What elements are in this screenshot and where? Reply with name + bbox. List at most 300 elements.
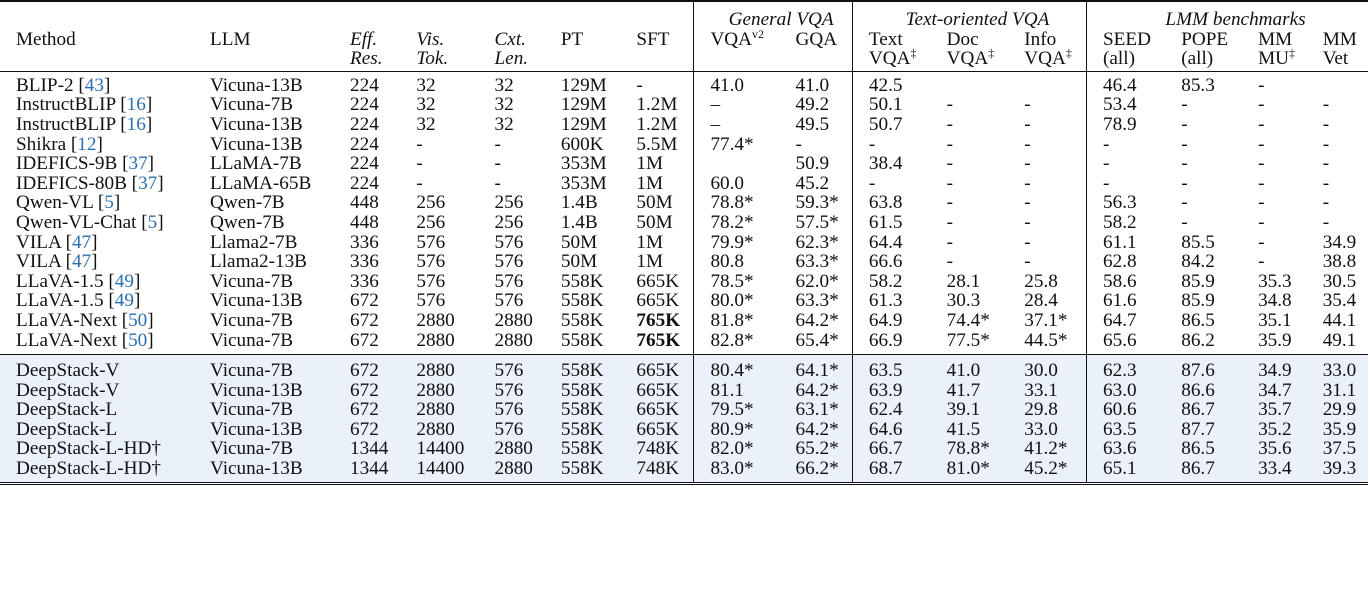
cell-seed: 63.5 <box>1087 420 1166 440</box>
cell-pope: - <box>1181 192 1188 214</box>
cell-textvqa: 63.8 <box>852 193 930 213</box>
cell-pope: 86.5 <box>1181 438 1215 460</box>
cell-sft: 1.2M <box>636 113 678 135</box>
cell-docvqa: - <box>946 94 954 116</box>
table-row <box>0 439 1368 459</box>
cell-pt: 558K <box>560 270 604 292</box>
cell-pope: 84.2 <box>1181 251 1215 273</box>
table-row <box>0 420 1368 440</box>
cell-len: 576 <box>494 290 524 312</box>
cell-gqa: 41.0 <box>795 74 830 96</box>
cell-pope: - <box>1181 94 1188 116</box>
cell-pope: 86.2 <box>1181 329 1215 351</box>
citation-link[interactable]: 47 <box>71 251 92 273</box>
cell-mmmu: - <box>1258 133 1265 155</box>
cell-pope: 87.7 <box>1181 418 1215 440</box>
cell-mmmu: 34.7 <box>1258 379 1292 401</box>
cell-gqa: 59.3* <box>795 192 839 214</box>
cell-pt: 129M <box>560 74 607 96</box>
cell-mmvet: 29.9 <box>1322 399 1357 421</box>
cell-vqav2: 60.0 <box>694 174 780 194</box>
col-header-llm: LLM <box>210 28 251 50</box>
method-cell: Qwen-VL-Chat [5] <box>16 211 164 233</box>
cell-tok: 256 <box>416 192 446 214</box>
method-name: Qwen-VL <box>16 192 94 214</box>
cell-mmvet: - <box>1322 172 1330 194</box>
cell-sft: 50M <box>636 211 673 233</box>
citation-link[interactable]: 16 <box>126 113 146 135</box>
col-header-pope: POPE (all) <box>1181 28 1229 70</box>
cell-tok: - <box>416 133 423 155</box>
table-row <box>0 95 1368 115</box>
cell-sft: 748K <box>636 458 680 480</box>
cell-seed: 60.6 <box>1087 400 1166 420</box>
cell-pope: 85.9 <box>1181 290 1215 312</box>
cell-pope: 86.7 <box>1181 399 1215 421</box>
cell-vqav2: 41.0 <box>694 71 780 95</box>
cell-infovqa: - <box>1024 133 1031 155</box>
cell-mmmu: - <box>1258 74 1265 96</box>
cell-sft: 1M <box>636 251 664 273</box>
cell-docvqa: 78.8* <box>946 438 990 460</box>
cell-vqav2: 78.5* <box>694 272 780 292</box>
cell-docvqa: 81.0* <box>946 458 990 480</box>
cell-gqa: 64.2* <box>795 418 839 440</box>
table-row <box>0 311 1368 331</box>
cell-seed: 62.3 <box>1087 355 1166 381</box>
col-header-pt: PT <box>560 28 584 50</box>
method-cell: VILA [47] <box>16 251 98 273</box>
cell-textvqa: - <box>852 174 930 194</box>
citation-link[interactable]: 50 <box>128 309 148 331</box>
cell-res: 672 <box>350 309 379 331</box>
cell-gqa: 64.2* <box>795 309 839 331</box>
cell-mmmu: 35.9 <box>1258 329 1292 351</box>
cell-pt: 353M <box>560 153 607 175</box>
cell-res: 672 <box>350 399 379 421</box>
group-header-general-vqa: General VQA <box>694 1 852 30</box>
cell-tok: - <box>416 172 423 194</box>
citation-link[interactable]: 5 <box>147 211 158 233</box>
method-cell: IDEFICS-80B [37] <box>16 172 164 194</box>
cell-infovqa: - <box>1024 113 1031 135</box>
cell-llm: Vicuna-7B <box>210 438 294 460</box>
table-row <box>0 193 1368 213</box>
cell-len: 32 <box>494 113 514 135</box>
method-cell <box>0 459 194 483</box>
cell-vqav2: – <box>694 95 780 115</box>
cell-infovqa: - <box>1024 231 1031 253</box>
citation-link[interactable]: 37 <box>138 172 158 194</box>
cell-mmvet: - <box>1322 211 1330 233</box>
cell-len: 576 <box>494 379 524 401</box>
citation-link[interactable]: 47 <box>71 231 92 253</box>
cell-infovqa: 30.0 <box>1024 360 1058 382</box>
cell-mmmu: - <box>1258 192 1265 214</box>
cell-len: 32 <box>494 94 514 116</box>
method-cell: LLaVA-1.5 [49] <box>16 290 141 312</box>
table-row <box>0 331 1368 355</box>
cell-tok: 14400 <box>416 458 465 480</box>
cell-mmmu: - <box>1258 94 1265 116</box>
cell-gqa: 57.5* <box>795 211 839 233</box>
cell-docvqa: - <box>946 153 954 175</box>
citation-link[interactable]: 49 <box>114 290 134 312</box>
col-header-docvqa: Doc VQA‡ <box>946 28 995 70</box>
cell-len: 256 <box>494 192 524 214</box>
method-name: DeepStack-L-HD† <box>16 458 161 480</box>
cell-seed: - <box>1087 174 1166 194</box>
cell-textvqa: 38.4 <box>852 154 930 174</box>
method-name: LLaVA-Next <box>16 309 117 331</box>
cell-sft: 765K <box>636 309 681 331</box>
method-name: InstructBLIP <box>16 94 116 116</box>
cell-pope: - <box>1181 153 1188 175</box>
cell-textvqa: 66.7 <box>852 439 930 459</box>
cell-infovqa: 45.2* <box>1024 458 1068 480</box>
table-row <box>0 174 1368 194</box>
cell-pope: 87.6 <box>1181 360 1215 382</box>
cell-seed: 46.4 <box>1087 71 1166 95</box>
cell-len: 576 <box>494 251 524 273</box>
cell-res: 336 <box>350 251 379 273</box>
cell-sft: 665K <box>636 379 680 401</box>
cell-vqav2: 78.8* <box>694 193 780 213</box>
cell-infovqa: - <box>1024 94 1031 116</box>
column-header-row <box>0 30 1368 72</box>
method-name: InstructBLIP <box>16 113 116 135</box>
cell-pope: - <box>1181 113 1188 135</box>
cell-vqav2: 81.1 <box>694 381 780 401</box>
col-header-infovqa: Info VQA‡ <box>1024 28 1072 70</box>
col-header-vis-tok: Vis. Tok. <box>416 28 449 70</box>
cell-gqa: 63.3* <box>795 290 839 312</box>
method-cell: Qwen-VL [5] <box>16 192 121 214</box>
cell-res: 224 <box>350 153 379 175</box>
cell-llm: Qwen-7B <box>210 192 285 214</box>
cell-sft: 765K <box>636 329 681 351</box>
cell-gqa: 62.0* <box>795 270 839 292</box>
cell-docvqa <box>931 71 1009 95</box>
cell-pope: 86.6 <box>1181 379 1215 401</box>
citation-link[interactable]: 37 <box>128 153 148 175</box>
method-cell: LLaVA-1.5 [49] <box>16 270 141 292</box>
cell-mmvet: - <box>1322 153 1330 175</box>
method-cell: VILA [47] <box>16 231 98 253</box>
cell-sft: 748K <box>636 438 680 460</box>
cell-tok: 2880 <box>416 329 455 351</box>
cell-gqa: 62.3* <box>795 231 839 253</box>
cell-pope: - <box>1181 211 1188 233</box>
cell-infovqa: 44.5* <box>1024 329 1068 351</box>
cell-infovqa: 41.2* <box>1024 438 1068 460</box>
cell-pt: 600K <box>560 133 604 155</box>
cell-textvqa: 63.5 <box>852 355 930 381</box>
table-row <box>0 252 1368 272</box>
cell-gqa: 49.2 <box>795 94 830 116</box>
cell-docvqa: - <box>946 133 954 155</box>
cell-infovqa <box>1008 71 1086 95</box>
cell-pt: 50M <box>560 231 598 253</box>
cell-seed: 65.1 <box>1087 459 1166 483</box>
method-name: LLaVA-1.5 <box>16 270 104 292</box>
cell-textvqa: 64.4 <box>852 233 930 253</box>
cell-infovqa: 33.0 <box>1024 418 1058 440</box>
method-cell: InstructBLIP [16] <box>16 94 153 116</box>
cell-mmmu: 35.6 <box>1258 438 1292 460</box>
method-name: DeepStack-V <box>16 379 120 401</box>
cell-vqav2: 80.8 <box>694 252 780 272</box>
cell-seed: 64.7 <box>1087 311 1166 331</box>
cell-seed: 58.2 <box>1087 213 1166 233</box>
method-name: VILA <box>16 251 61 273</box>
cell-mmmu: 35.3 <box>1258 270 1292 292</box>
cell-pt: 129M <box>560 94 607 116</box>
cell-vqav2: 77.4* <box>694 135 780 155</box>
cell-pt: 558K <box>560 379 604 401</box>
cell-seed: - <box>1087 154 1166 174</box>
cell-docvqa: - <box>946 113 954 135</box>
col-header-eff-res: Eff. Res. <box>350 28 383 70</box>
cell-vqav2: 83.0* <box>694 459 780 483</box>
method-cell <box>0 400 194 420</box>
method-name: LLaVA-Next <box>16 329 117 351</box>
cell-mmvet: 35.4 <box>1322 290 1357 312</box>
cell-len: 576 <box>494 270 524 292</box>
cell-docvqa: - <box>946 231 954 253</box>
table-row <box>0 233 1368 253</box>
cell-docvqa: 39.1 <box>946 399 981 421</box>
cell-pt: 1.4B <box>560 192 598 214</box>
cell-llm: LLaMA-65B <box>210 172 312 194</box>
col-header-mmmu: MM MU‡ <box>1258 28 1295 70</box>
cell-pt: 558K <box>560 399 604 421</box>
cell-mmvet <box>1307 71 1368 95</box>
cell-mmvet: 30.5 <box>1322 270 1357 292</box>
method-cell: InstructBLIP [16] <box>16 113 153 135</box>
citation-link[interactable]: 49 <box>114 270 134 292</box>
table-row <box>0 459 1368 483</box>
method-name: Qwen-VL-Chat <box>16 211 137 233</box>
cell-tok: 2880 <box>416 309 455 331</box>
cell-sft: 1M <box>636 172 664 194</box>
cell-infovqa: - <box>1024 211 1031 233</box>
cell-pt: 558K <box>560 458 604 480</box>
method-name: DeepStack-L-HD† <box>16 438 161 460</box>
cell-docvqa: 41.7 <box>946 379 981 401</box>
cell-mmvet: 34.9 <box>1322 231 1357 253</box>
cell-mmmu: - <box>1258 153 1265 175</box>
cell-llm: Llama2-7B <box>210 231 298 253</box>
cell-infovqa: - <box>1024 192 1031 214</box>
cell-textvqa: - <box>852 135 930 155</box>
method-name: Shikra <box>16 133 67 155</box>
cell-vqav2: 82.8* <box>694 331 780 355</box>
table-row <box>0 115 1368 135</box>
cell-llm: Vicuna-7B <box>210 329 294 351</box>
cell-docvqa: 77.5* <box>946 329 990 351</box>
cell-textvqa: 42.5 <box>852 71 930 95</box>
cell-mmvet: - <box>1322 133 1330 155</box>
cell-seed: 58.6 <box>1087 272 1166 292</box>
cell-len: 2880 <box>494 458 533 480</box>
cell-docvqa: 30.3 <box>946 290 981 312</box>
cell-pt: 558K <box>560 360 604 382</box>
table-row <box>0 291 1368 311</box>
cell-gqa: 63.1* <box>795 399 839 421</box>
citation-link[interactable]: 43 <box>84 74 104 96</box>
cell-len: 32 <box>494 74 514 96</box>
table-row <box>0 355 1368 381</box>
cell-llm: Vicuna-7B <box>210 270 294 292</box>
cell-pt: 558K <box>560 329 604 351</box>
cell-vqav2: 79.9* <box>694 233 780 253</box>
cell-seed: 63.0 <box>1087 381 1166 401</box>
cell-mmvet: 33.0 <box>1322 360 1357 382</box>
cell-vqav2: 79.5* <box>694 400 780 420</box>
method-name: LLaVA-1.5 <box>16 290 104 312</box>
cell-mmvet: 37.5 <box>1322 438 1357 460</box>
citation-link[interactable]: 12 <box>77 133 97 155</box>
cell-gqa: 65.4* <box>795 329 839 351</box>
cell-pt: 558K <box>560 418 604 440</box>
table-row <box>0 135 1368 155</box>
cell-len: 576 <box>494 231 524 253</box>
cell-llm: Vicuna-13B <box>210 113 303 135</box>
method-cell <box>0 381 194 401</box>
cell-infovqa: 37.1* <box>1024 309 1068 331</box>
cell-vqav2: 78.2* <box>694 213 780 233</box>
cell-infovqa: - <box>1024 251 1031 273</box>
cell-sft: 665K <box>636 418 680 440</box>
cell-seed: 65.6 <box>1087 331 1166 355</box>
cell-tok: 576 <box>416 290 446 312</box>
cell-len: 2880 <box>494 329 533 351</box>
cell-sft: 665K <box>636 290 680 312</box>
cell-docvqa: - <box>946 251 954 273</box>
method-name: DeepStack-L <box>16 418 118 440</box>
cell-seed: 63.6 <box>1087 439 1166 459</box>
cell-len: 2880 <box>494 309 533 331</box>
cell-mmvet: 44.1 <box>1322 309 1357 331</box>
cell-seed: 53.4 <box>1087 95 1166 115</box>
cell-res: 448 <box>350 211 379 233</box>
citation-link[interactable]: 5 <box>104 192 114 214</box>
table-row <box>0 400 1368 420</box>
cell-tok: 2880 <box>416 360 455 382</box>
cell-llm: Vicuna-13B <box>210 379 303 401</box>
table-row <box>0 154 1368 174</box>
cell-seed: 61.6 <box>1087 291 1166 311</box>
cell-pope: - <box>1181 172 1188 194</box>
cell-tok: 256 <box>416 211 446 233</box>
cell-sft: - <box>636 74 643 96</box>
cell-mmmu: 33.4 <box>1258 458 1292 480</box>
cell-vqav2: 80.9* <box>694 420 780 440</box>
cell-mmmu: - <box>1258 113 1265 135</box>
cell-mmvet: - <box>1322 94 1330 116</box>
citation-link[interactable]: 16 <box>126 94 146 116</box>
cell-len: 576 <box>494 399 524 421</box>
cell-tok: 576 <box>416 251 446 273</box>
cell-vqav2: 80.4* <box>694 355 780 381</box>
cell-llm: Vicuna-7B <box>210 360 294 382</box>
cell-docvqa: - <box>946 172 954 194</box>
cell-llm: Vicuna-13B <box>210 290 303 312</box>
group-header-text-vqa: Text-oriented VQA <box>852 1 1086 30</box>
cell-pt: 558K <box>560 290 604 312</box>
method-cell <box>0 420 194 440</box>
cell-infovqa: 33.1 <box>1024 379 1058 401</box>
method-cell <box>0 355 194 381</box>
cell-gqa: - <box>795 133 802 155</box>
cell-infovqa: 29.8 <box>1024 399 1058 421</box>
cell-infovqa: 28.4 <box>1024 290 1058 312</box>
cell-res: 672 <box>350 290 379 312</box>
cell-seed: 61.1 <box>1087 233 1166 253</box>
cell-textvqa: 66.6 <box>852 252 930 272</box>
method-cell: LLaVA-Next [50] <box>16 309 154 331</box>
cell-llm: Vicuna-7B <box>210 309 294 331</box>
cell-gqa: 64.2* <box>795 379 839 401</box>
cell-res: 672 <box>350 329 379 351</box>
citation-link[interactable]: 50 <box>128 329 148 351</box>
baseline-rows <box>0 71 1368 354</box>
cell-infovqa: - <box>1024 153 1031 175</box>
cell-llm: Qwen-7B <box>210 211 285 233</box>
group-header-lmm: LMM benchmarks <box>1087 1 1368 30</box>
cell-mmvet: 35.9 <box>1322 418 1357 440</box>
col-header-gqa: GQA <box>795 28 838 50</box>
cell-textvqa: 68.7 <box>852 459 930 483</box>
cell-infovqa: 25.8 <box>1024 270 1058 292</box>
method-cell: Shikra [12] <box>16 133 103 155</box>
cell-seed: 62.8 <box>1087 252 1166 272</box>
deepstack-rows <box>0 355 1368 484</box>
cell-res: 1344 <box>350 458 389 480</box>
cell-tok: - <box>416 153 423 175</box>
cell-mmvet: - <box>1322 192 1330 214</box>
cell-res: 672 <box>350 418 379 440</box>
cell-len: 576 <box>494 418 524 440</box>
cell-mmmu: 35.1 <box>1258 309 1292 331</box>
cell-pt: 50M <box>560 251 598 273</box>
cell-textvqa: 61.3 <box>852 291 930 311</box>
cell-gqa: 45.2 <box>795 172 830 194</box>
cell-tok: 32 <box>416 74 436 96</box>
table-row <box>0 381 1368 401</box>
cell-len: 576 <box>494 360 524 382</box>
cell-sft: 665K <box>636 360 680 382</box>
cell-mmmu: 35.7 <box>1258 399 1292 421</box>
cell-mmvet: 39.3 <box>1322 458 1357 480</box>
cell-textvqa: 66.9 <box>852 331 930 355</box>
cell-tok: 576 <box>416 270 446 292</box>
cell-res: 224 <box>350 113 379 135</box>
cell-mmmu: 35.2 <box>1258 418 1292 440</box>
cell-pope: 86.7 <box>1181 458 1215 480</box>
cell-docvqa: 41.0 <box>946 360 981 382</box>
cell-llm: Vicuna-13B <box>210 418 303 440</box>
cell-res: 1344 <box>350 438 389 460</box>
cell-len: 256 <box>494 211 524 233</box>
cell-llm: Vicuna-13B <box>210 74 303 96</box>
cell-gqa: 64.1* <box>795 360 839 382</box>
cell-llm: Vicuna-13B <box>210 133 303 155</box>
cell-seed: 78.9 <box>1087 115 1166 135</box>
cell-mmmu: - <box>1258 172 1265 194</box>
cell-pope: 85.9 <box>1181 270 1215 292</box>
